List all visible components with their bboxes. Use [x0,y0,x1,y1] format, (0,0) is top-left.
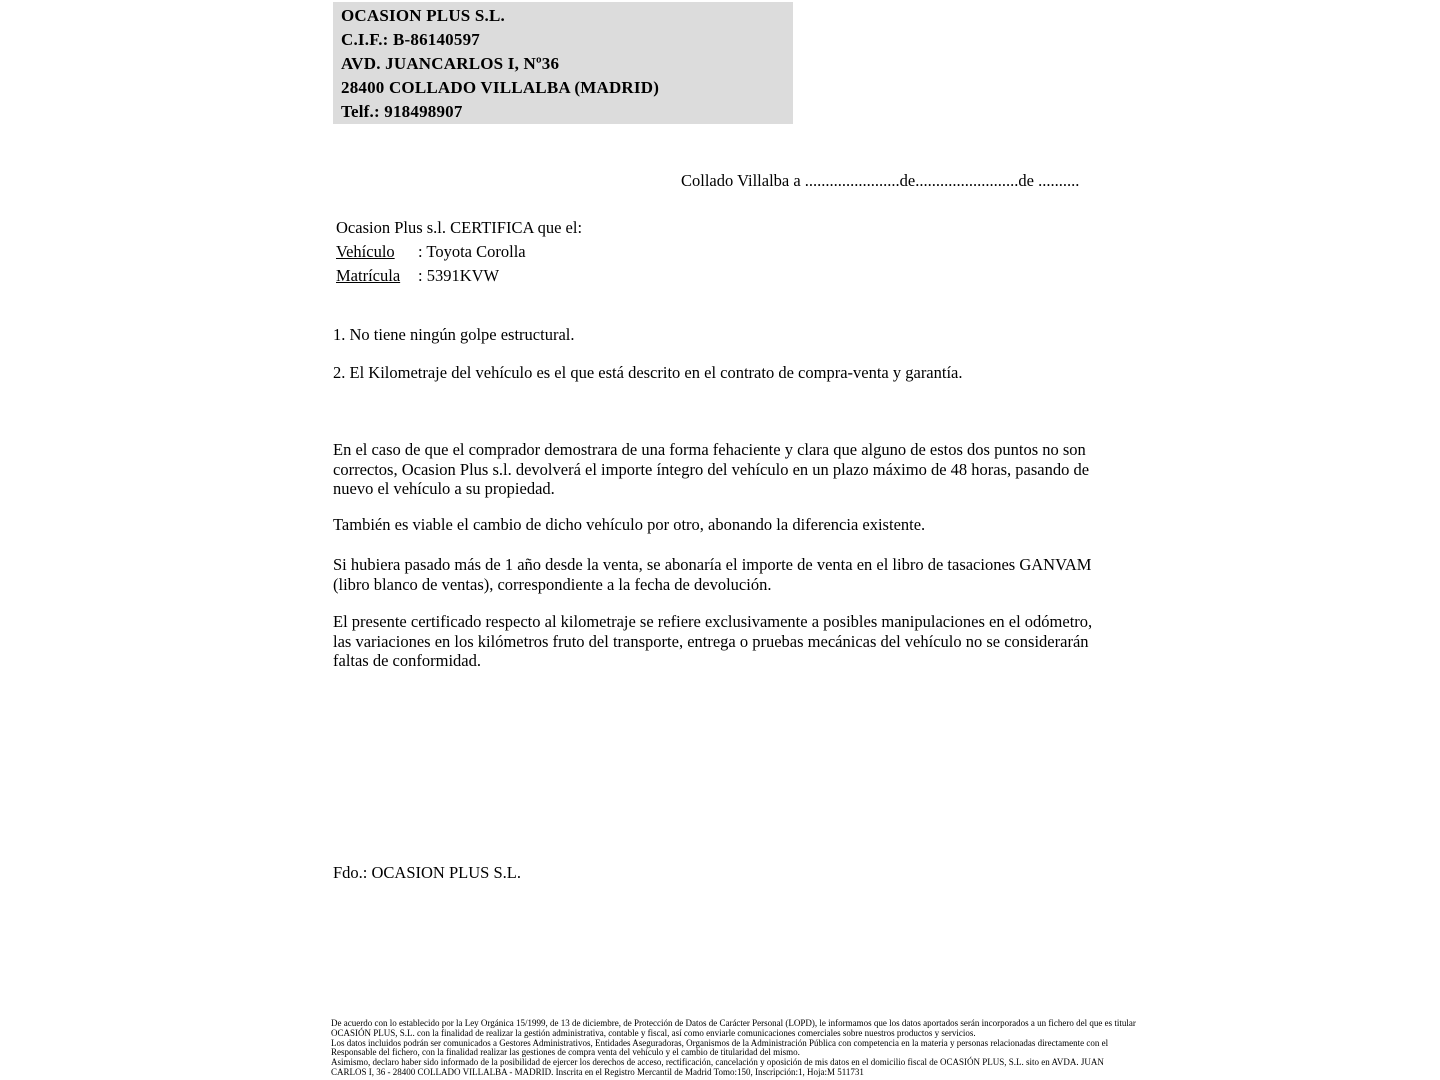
paragraph-exchange: También es viable el cambio de dicho vehículo por otro, abonando la diferencia existente. [333,515,926,534]
date-line: Collado Villalba a .......................de.........................de .......... [681,171,1080,190]
certification-intro: Ocasion Plus s.l. CERTIFICA que el: [336,218,583,237]
condition-1: 1. No tiene ningún golpe estructural. [333,325,575,344]
plate-value: : 5391KVW [418,265,500,285]
vehicle-value: : Toyota Corolla [418,241,526,261]
legal-line: Asimismo, declaro haber sido informado de la posibilidad de ejercer los derechos de acceso, rectificación, cancelación y oposición de mis datos en el domicilio fiscal de OCASIÓN PLUS, S.L. sito en AVDA. JUAN [331,1057,1104,1068]
company-address: AVD. JUANCARLOS I, Nº36 [341,54,560,73]
legal-line: CARLOS I, 36 - 28400 COLLADO VILLALBA - MADRID. Inscrita en el Registro Mercantil de Madrid Tomo:150, Inscripción:1, Hoja:M 511731 [331,1066,864,1077]
plate-label: Matrícula [336,265,401,285]
company-phone: Telf.: 918498907 [341,102,463,121]
condition-2: 2. El Kilometraje del vehículo es el que está descrito en el contrato de compra-venta y garantía. [333,363,963,382]
paragraph-ganvam: Si hubiera pasado más de 1 año desde la venta, se abonaría el importe de venta en el libro de tasaciones GANVAM (libro blanco de ventas), correspondiente a la fecha de devolución. [333,555,1092,594]
plate-row [336,264,582,288]
vehicle-label: Vehículo [336,241,395,261]
paragraph-refund: En el caso de que el comprador demostrara de una forma fehaciente y clara que alguno de estos dos puntos no son correctos, Ocasion Plus s.l. devolverá el importe íntegro del vehículo en un plazo máximo de 48 horas, pasando de nuevo el vehículo a su propiedad. [333,440,1090,499]
company-cif: C.I.F.: B-86140597 [341,30,480,49]
vehicle-row [336,240,582,264]
legal-fine-print [331,1018,1136,1078]
legal-line: OCASIÓN PLUS, S.L. con la finalidad de realizar la gestión administrativa, contable y fiscal, así como enviarle comunicaciones comerciales sobre nuestros productos y servicios. [331,1027,976,1038]
signature-line: Fdo.: OCASION PLUS S.L. [333,863,521,882]
company-header-box [333,2,793,124]
company-city: 28400 COLLADO VILLALBA (MADRID) [341,78,660,97]
legal-line: Responsable del fichero, con la finalidad realizar las gestiones de compra venta del vehículo y el cambio de titularidad del mismo. [331,1047,800,1058]
legal-line: De acuerdo con lo establecido por la Ley Orgánica 15/1999, de 13 de diciembre, de Protección de Datos de Carácter Personal (LOPD), le informamos que los datos aportados serán incorporados a un fichero del que es titular [331,1018,1136,1028]
certification-block [336,216,582,287]
legal-line: Los datos incluidos podrán ser comunicados a Gestores Administrativos, Entidades Aseguradoras, Organismos de la Administración Pública con competencia en la materia y personas relacionadas directamente con el [331,1037,1109,1048]
paragraph-odometer: El presente certificado respecto al kilometraje se refiere exclusivamente a posibles manipulaciones en el odómetro, las variaciones en los kilómetros fruto del transporte, entrega o pruebas mecánicas del vehículo no se considerarán faltas de conformidad. [333,612,1093,671]
company-name: OCASION PLUS S.L. [341,6,505,25]
